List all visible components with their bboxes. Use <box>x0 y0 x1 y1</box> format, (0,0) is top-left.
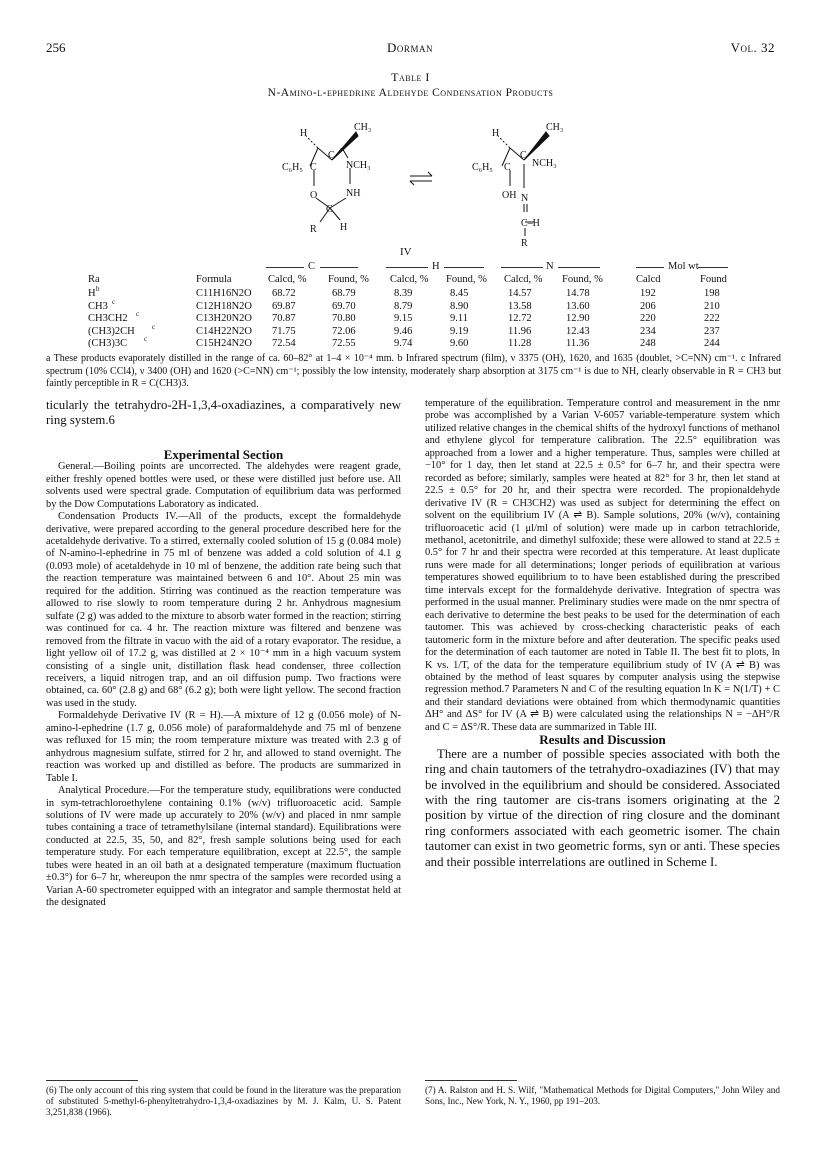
compound-label: IV <box>400 246 412 258</box>
table-cell-n-calcd: 11.28 <box>508 338 532 349</box>
svg-text:C: C <box>310 162 317 173</box>
svg-text:CH₃: CH₃ <box>354 122 372 133</box>
header-mw-found: Found <box>700 274 727 285</box>
table-cell-formula: C13H20N2O <box>196 313 253 324</box>
svg-text:R: R <box>310 224 317 235</box>
table-cell-formula: C11H16N2O <box>196 288 252 299</box>
table-cell-mw-calcd: 206 <box>640 300 656 312</box>
header-c-found: Found, % <box>328 274 369 285</box>
table-cell-h-found: 8.90 <box>450 300 469 312</box>
svg-text:OH: OH <box>502 190 517 201</box>
group-c: C <box>308 261 316 272</box>
table-cell-c-calcd: 70.87 <box>272 313 296 324</box>
table-cell-h-found: 9.19 <box>450 325 469 337</box>
table-cell-r: H <box>88 288 96 299</box>
analytical-paragraph: Analytical Procedure.—For the temperature study, equilibrations were conducted in sym-tetrachloroethylene containing 0.1% (w/v) trifluoroacetic acid. Sample solutions of IV were made up accurately to 20% (w/v) and placed in nmr sample tubes containing a trace of tetramethylsilane (internal standard). Equilibrations were conducted at 22.5, 35, 50, and 82°, fresh sample solutions being used for each temperature study. For each temperature equilibration, except at 22.5°, the sample tubes were heated in an oil bath at a designated temperature (maximum fluctuation ±0.3°) for 6–7 hr, whereupon the nmr spectra of the samples were recorded using a Varian A-60 spectrometer equipped with an integrator and sample thermostat held at the designated <box>46 785 401 909</box>
header-mw-calcd: Calcd <box>636 274 661 285</box>
formaldehyde-paragraph: Formaldehyde Derivative IV (R = H).—A mixture of 12 g (0.056 mole) of N-amino-l-ephedrine (1.7 g, 0.056 mole) of paraformaldehyde and 75 ml of benzene was refluxed for 15 min; the room temperature mixture was treated with 2.3 g of anhydrous magnesium sulfate, stirred for 2 hr, and allowed to stand overnight. The reaction was worked up and distilled as before. The products are summarized in Table I. <box>46 710 401 784</box>
footnote-6: (6) The only account of this ring system that could be found in the literature was the preparation of substituted 5-methyl-6-phenyltetrahydro-1,3,4-oxadiazines by M. J. Kalm, U. S. Patent 3,251,838 (1966). <box>46 1085 401 1117</box>
right-column <box>425 398 780 870</box>
intro-paragraph: ticularly the tetrahydro-2H-1,3,4-oxadiazines, a comparatively new ring system.6 <box>46 398 401 428</box>
table-cell-h-found: 9.60 <box>450 338 469 349</box>
results-paragraph: There are a number of possible species associated with both the ring and chain tautomers of the tetrahydro-oxadiazines (IV) that may be involved in the equilibrium and should be considered. Associated with the ring tautomer are cis-trans isomers originating at the 2 position by virtue of the direction of ring closure and the dominant ring conformers associated with each geometric isomer. The chain tautomer can exist in two geometric forms, syn or anti. These species and their possible interrelations are outlined in Scheme I. <box>425 746 780 869</box>
table-cell-c-calcd: 71.75 <box>272 325 296 337</box>
table-cell-r: CH3CH2 <box>88 313 128 324</box>
table-cell-mw-found: 210 <box>704 300 720 312</box>
running-author: Dorman <box>387 40 433 55</box>
table-cell-c-found: 72.06 <box>332 325 356 337</box>
table-cell-mw-calcd: 192 <box>640 288 656 299</box>
table-cell-r: CH3 <box>88 300 108 312</box>
header-h-calcd: Calcd, % <box>390 274 429 285</box>
volume-label: Vol. 32 <box>730 40 775 55</box>
table-cell-c-calcd: 69.87 <box>272 300 296 312</box>
table-cell-r: (CH3)3C <box>88 338 128 349</box>
table-cell-mw-calcd: 220 <box>640 313 656 324</box>
table-cell-h-found: 9.11 <box>450 313 468 324</box>
svg-text:C₆H₅: C₆H₅ <box>472 162 493 173</box>
table-cell-mw-found: 222 <box>704 313 720 324</box>
svg-text:C: C <box>328 150 335 161</box>
table-cell-n-calcd: 14.57 <box>508 288 532 299</box>
table-cell-c-found: 70.80 <box>332 313 356 324</box>
svg-text:C: C <box>326 204 333 215</box>
results-heading: Results and Discussion <box>539 732 666 748</box>
table-cell-n-calcd: 11.96 <box>508 325 532 337</box>
header-c-calcd: Calcd, % <box>268 274 307 285</box>
svg-text:N: N <box>521 193 529 204</box>
svg-text:H: H <box>340 222 348 233</box>
table-cell-mw-found: 198 <box>704 288 720 299</box>
table-cell-n-found: 13.60 <box>566 300 590 312</box>
table-cell-h-calcd: 9.74 <box>394 338 413 349</box>
right-paragraph-1: temperature of the equilibration. Temperature control and measurement in the nmr probe was accomplished by a Varian V-6057 variable-temperature system which utilized relative changes in the chemical shifts of the hydroxyl functions of methanol and ethylene glycol for temperature calibration. The 22.5° equilibration was approached from a lower and a higher temperature. Thus, samples were chilled at −10° for 1 day, then let stand at 22.5 ± 0.5° for 6–7 hr, and their spectra were recorded as before; similarly, samples were heated at 82° for 3 hr, then let stand at 22.5 ± 0.5° for 20 hr, and their spectra were recorded. The propionaldehyde derivative IV (R = CH3CH2) was used as subject for determining the effect on solvent on the equilibrium IV (A ⇌ B). Sample solutions, 20% (w/v), containing trifluoroacetic acid (1 μl/ml of solution) were made up in carbon tetrachloride, methanol, acetonitrile, and dimethyl sulfoxide; these were allowed to stand at 22.5 ± 0.5° for 7 hr and their spectra were recorded at this temperature. At least duplicate runs were made for all determinations; longer periods of equilibration at various temperatures showed equilibrium to to have been established during the prescribed time intervals except for the formaldehyde derivative. Integration of spectra was performed in the usual manner. Preliminary studies were made on the nmr spectra of each derivative to determine the best peaks to be used for the determination of each tautomer. This was achieved by cross-checking characteristic peaks of each tautomeric form in the mixture before and after deuteration. The specific peaks used for the determination of each tautomer are noted in Table II. The best fit to plots, ln K vs. 1/T, of the data for the temperature equilibrium study of IV (A ⇌ B) was obtained by the method of least squares by computer analysis using the stepwise regression method.7 Parameters N and C of the resulting equation ln K = N(1/T) + C and their standard deviations were obtained from which thermodynamic quantities ΔH° and ΔS° for IV (A ⇌ B) were calculated using the relationships N = −ΔH°/R and C = ΔS°/R. These data are summarized in Table III. <box>425 398 780 733</box>
table-cell-c-found: 68.79 <box>332 288 356 299</box>
table-footnote: a These products evaporately distilled in the range of ca. 60–82° at 1–4 × 10⁻⁴ mm. b Infrared spectrum (film), ν 3375 (OH), 1620, and 1635 (doublet, >C=NN) cm⁻¹. c Infrared spectrum (10% CCl4), ν 3400 (OH) and 1620 (>C=NN) cm⁻¹; possibly the low intensity, moderately sharp absorption at 3175 cm⁻¹ is due to NH, clearly observable in R = CH3 but faintly perceptible in R = C(CH3)3. <box>46 353 781 390</box>
svg-text:O: O <box>310 190 318 201</box>
table-cell-r-footnote-mark: c <box>144 335 148 343</box>
footnote-7: (7) A. Ralston and H. S. Wilf, "Mathematical Methods for Digital Computers," John Wiley and Sons, Inc., New York, N. Y., 1960, pp 191–203. <box>425 1085 780 1106</box>
svg-text:C–H: C–H <box>521 218 540 229</box>
table-cell-n-found: 12.90 <box>566 313 590 324</box>
header-r: Ra <box>88 274 100 285</box>
table-cell-formula: C14H22N2O <box>196 325 253 337</box>
table-cell-h-calcd: 9.46 <box>394 325 413 337</box>
group-molwt: Mol wt <box>668 261 699 272</box>
ring-chain-structure <box>270 108 570 248</box>
header-n-calcd: Calcd, % <box>504 274 543 285</box>
table-cell-formula: C15H24N2O <box>196 338 253 349</box>
table-cell-h-found: 8.45 <box>450 288 469 299</box>
svg-text:C: C <box>504 162 511 173</box>
svg-text:NCH₃: NCH₃ <box>532 158 557 169</box>
table-cell-n-found: 14.78 <box>566 288 590 299</box>
svg-text:R: R <box>521 238 528 248</box>
table-cell-c-found: 69.70 <box>332 300 356 312</box>
svg-text:H: H <box>300 128 308 139</box>
table-cell-r-footnote-mark: c <box>112 297 116 306</box>
header-n-found: Found, % <box>562 274 603 285</box>
page-number: 256 <box>46 40 66 55</box>
table-cell-r-footnote-mark: c <box>152 322 156 331</box>
table-cell-mw-found: 237 <box>704 325 720 337</box>
table-cell-n-calcd: 12.72 <box>508 313 532 324</box>
table-title: N-Amino-l-ephedrine Aldehyde Condensation Products <box>267 87 554 99</box>
header-h-found: Found, % <box>446 274 487 285</box>
table-cell-mw-found: 244 <box>704 338 720 349</box>
left-column <box>46 398 401 910</box>
table-cell-h-calcd: 8.79 <box>394 300 413 312</box>
header-formula: Formula <box>196 274 232 285</box>
table-cell-n-calcd: 13.58 <box>508 300 532 312</box>
table-cell-c-calcd: 72.54 <box>272 338 296 349</box>
table-label: Table I <box>391 70 430 84</box>
table-cell-r-footnote-mark: c <box>136 310 140 318</box>
general-paragraph: General.—Boiling points are uncorrected. The aldehydes were reagent grade, either freshly opened bottles were used, or these were distilled just before use. All solvents used were spectral grade. Computation of equilibrium data was performed by the Dow Computations Laboratory as indicated. <box>46 461 401 510</box>
table-1 <box>46 256 781 356</box>
experimental-heading: Experimental Section <box>163 446 284 462</box>
table-cell-mw-calcd: 234 <box>640 325 656 337</box>
svg-text:C: C <box>520 150 527 161</box>
group-h: H <box>432 261 440 272</box>
table-cell-c-found: 72.55 <box>332 338 356 349</box>
svg-text:NCH₃: NCH₃ <box>346 160 371 171</box>
table-cell-r-footnote-mark: b <box>96 285 100 293</box>
svg-text:CH₃: CH₃ <box>546 122 564 133</box>
table-cell-formula: C12H18N2O <box>196 300 253 312</box>
table-cell-n-found: 12.43 <box>566 325 590 337</box>
table-cell-h-calcd: 9.15 <box>394 313 413 324</box>
svg-text:H: H <box>492 128 500 139</box>
table-cell-h-calcd: 8.39 <box>394 288 413 299</box>
table-cell-c-calcd: 68.72 <box>272 288 296 299</box>
group-n: N <box>546 261 554 272</box>
table-cell-r: (CH3)2CH <box>88 325 135 337</box>
table-cell-mw-calcd: 248 <box>640 338 656 349</box>
svg-text:C₆H₅: C₆H₅ <box>282 162 303 173</box>
table-cell-n-found: 11.36 <box>566 338 590 349</box>
condensation-paragraph: Condensation Products IV.—All of the products, except the formaldehyde derivative, were prepared according to the general procedure described here for the acetaldehyde derivative. To a stirred, externally cooled solution of 15 g (0.084 mole) of N-amino-l-ephedrine in 75 ml of benzene was added a cold solution of 4.1 g (0.093 mole) of acetaldehyde in 10 ml of benzene, the addition rate being such that the reaction temperature was maintained between 6 and 10°. About 25 min was required for the addition. Stirring was continued as the reaction temperature was allowed to rise slowly to room temperature during 2 hr. Anhydrous magnesium sulfate (2 g) was added to the mixture to absorb water formed in the reaction; stirring was continued for ca. 4 hr. The reaction mixture was filtered and benzene was removed from the filtrate in vacuo with the aid of a rotary evaporator. The residue, a light yellow oil of 17.2 g, was distilled at 2 × 10⁻⁴ mm in a high vacuum system consisting of a single unit, distillation flask head condenser, three collection receivers, a liquid nitrogen trap, and an oil diffusion pump. Two fractions were obtained, ca. 60° (2.8 g) and 68° (6.2 g); both were light yellow. The second fraction was used in the study. <box>46 511 401 709</box>
svg-text:NH: NH <box>346 188 361 199</box>
